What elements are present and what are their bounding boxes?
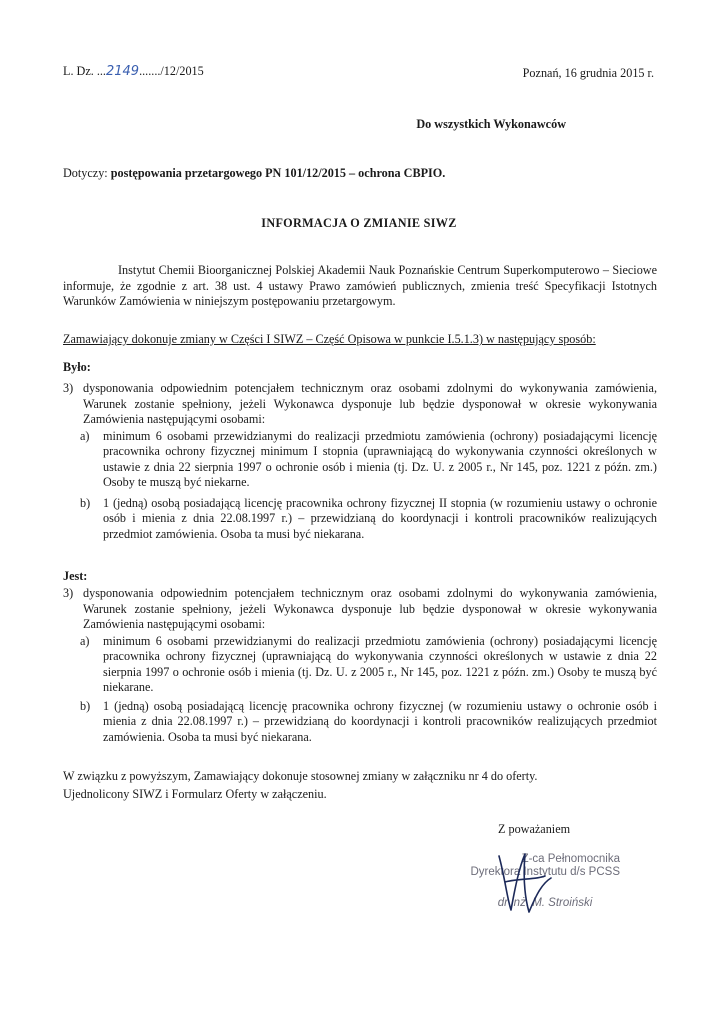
bylo-point-number: 3): [63, 381, 74, 395]
bylo-section: [63, 381, 657, 542]
bylo-b-text: 1 (jedną) osobą posiadającą licencję pracownika ochrony fizycznej II stopnia (w rozumieniu ustawy o ochronie osób i mienia z dnia 22.08.1997 r.) – przewidzianą do koordynacji i kontroli pracowników realizujących przedmiot zamówienia. Osoba ta musi być niekarana.: [103, 495, 657, 541]
document-date: Poznań, 16 grudnia 2015 r.: [522, 66, 654, 80]
closing-paragraph: [63, 769, 537, 802]
subject-label: Dotyczy:: [63, 166, 108, 180]
closing-line-2: Ujednolicony SIWZ i Formularz Oferty w załączeniu.: [63, 786, 327, 801]
reference-number: [63, 64, 204, 80]
regards: Z poważaniem: [498, 822, 571, 836]
jest-subpoint-a: [63, 634, 657, 696]
subject-text: postępowania przetargowego PN 101/12/2015 – ochrona CBPIO.: [110, 166, 446, 180]
bylo-point-text: dysponowania odpowiednim potencjałem technicznym oraz osobami zdolnymi do wykonywania zamówienia, Warunek zostanie spełniony, jeżeli Wykonawca dysponuje lub będzie dysponował w okresie wykonywania Zamówienia następującymi osobami:: [83, 381, 657, 426]
document-heading: INFORMACJA O ZMIANIE SIWZ: [261, 216, 457, 230]
ref-handwritten-number: 2149: [105, 64, 140, 79]
jest-point-3: [63, 586, 657, 633]
jest-a-text: minimum 6 osobami przewidzianymi do realizacji przedmiotu zamówienia (ochrony) posiadającymi licencję pracownika ochrony fizycznej (uprawniającą do wykonywania czynności określonych w ustawie z dnia 22 sierpnia 1997 o ochronie osób i mienia (tj. Dz. U. z 2005 r., Nr 145, poz. 1221 z późn. zm.) Osoby te muszą być niekarane.: [103, 633, 657, 694]
jest-point-number: 3): [63, 586, 74, 600]
handwritten-signature: [485, 848, 565, 918]
bylo-a-letter: a): [80, 428, 90, 443]
jest-point-text: dysponowania odpowiednim potencjałem technicznym oraz osobami zdolnymi do wykonywania zamówienia, Warunek zostanie spełniony, jeżeli Wykonawca dysponuje lub będzie dysponował w okresie wykonywania Zamówienia następującymi osobami:: [83, 586, 657, 631]
closing-line-1: W związku z powyższym, Zamawiający dokonuje stosownej zmiany w załączniku nr 4 do oferty.: [63, 769, 538, 783]
stamp-line-1: Z-ca Pełnomocnika: [521, 853, 620, 865]
bylo-a-text: minimum 6 osobami przewidzianymi do realizacji przedmiotu zamówienia (ochrony) posiadającymi licencję pracownika ochrony fizycznej minimum I stopnia (uprawniającą do wykonywania czynności określonych w ustawie z dnia 22 sierpnia 1997 o ochronie osób i mienia (tj. Dz. U. z 2005 r., Nr 145, poz. 1221 z późn. zm.) Osoby te muszą być niekarne.: [103, 428, 657, 489]
stamp-line-2: Dyrektora Instytutu d/s PCSS: [470, 866, 620, 878]
bylo-subpoint-a: [63, 429, 657, 491]
change-statement: Zamawiający dokonuje zmiany w Części I SIWZ – Część Opisowa w punkcie I.5.1.3) w następujący sposób:: [63, 332, 596, 346]
stamp-name: dr inż. M. Stroiński: [497, 897, 593, 909]
jest-b-text: 1 (jedną) osobą posiadającą licencję pracownika ochrony fizycznej (w rozumieniu ustawy o ochronie osób i mienia z dnia 22.08.1997 r.) – przewidzianą do koordynacji i kontroli pracowników realizujących przedmiot zamówienia. Osoba ta musi być niekarana.: [103, 698, 657, 744]
jest-label: Jest:: [63, 569, 88, 583]
jest-a-letter: a): [80, 633, 90, 648]
bylo-subpoint-b: [63, 496, 657, 543]
subject-line: [63, 166, 445, 182]
jest-section: [63, 586, 657, 745]
ref-suffix: ......./12/2015: [139, 64, 204, 78]
bylo-point-3: [63, 381, 657, 428]
intro-paragraph: Instytut Chemii Bioorganicznej Polskiej Akademii Nauk Poznańskie Centrum Superkomputerowo – Sieciowe informuje, że zgodnie z art. 38 ust. 4 ustawy Prawo zamówień publicznych, zmienia treść Specyfikacji Istotnych Warunków Zamówienia w niniejszym postępowaniu przetargowym.: [63, 263, 657, 308]
bylo-b-letter: b): [80, 495, 91, 510]
bylo-label: Było:: [63, 360, 91, 374]
ref-prefix: L. Dz. ...: [63, 64, 106, 78]
jest-subpoint-b: [63, 699, 657, 746]
addressee: Do wszystkich Wykonawców: [416, 117, 566, 131]
jest-b-letter: b): [80, 698, 91, 713]
